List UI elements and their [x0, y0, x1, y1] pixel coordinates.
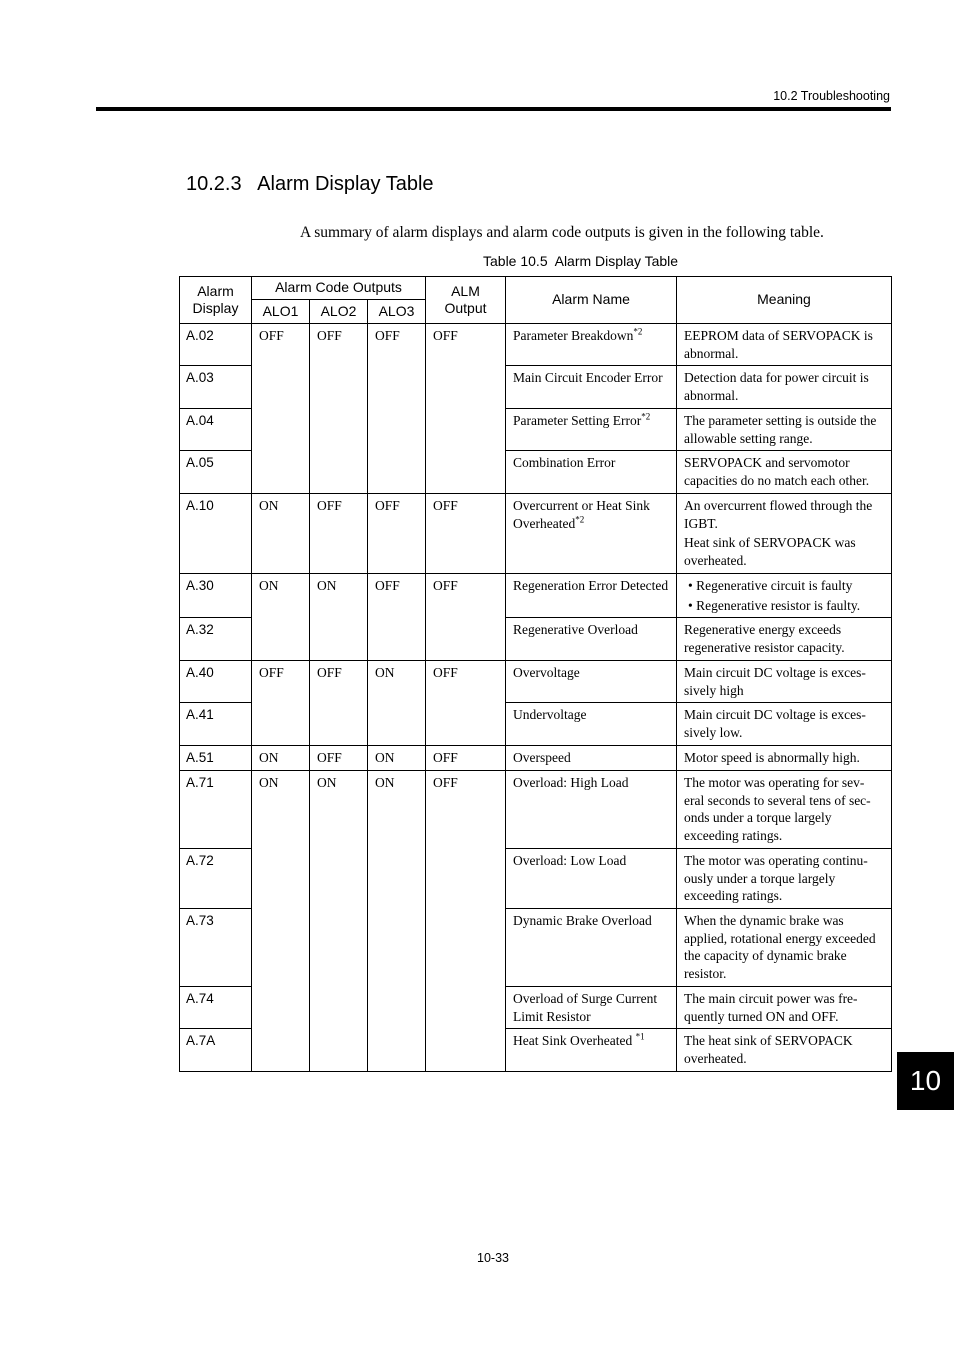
alarm-display-cell: A.74 — [180, 987, 252, 1029]
alo2-cell: OFF — [310, 746, 368, 771]
alo1-cell: ON — [252, 771, 310, 1072]
alo3-cell: OFF — [368, 574, 426, 661]
alarm-display-cell: A.51 — [180, 746, 252, 771]
alo2-cell: ON — [310, 574, 368, 661]
alarm-display-cell: A.30 — [180, 574, 252, 618]
alarm-display-cell: A.7A — [180, 1029, 252, 1072]
meaning-cell: SERVOPACK and servomotor capacities do no match each other. — [677, 451, 892, 494]
bullet-item: • Regenerative circuit is faulty — [688, 578, 853, 593]
alarm-name-text: Parameter Breakdown — [513, 328, 634, 343]
alo3-cell: ON — [368, 661, 426, 746]
alarm-name-cell: Dynamic Brake Overload — [506, 909, 677, 987]
alarm-name-cell: Overload: Low Load — [506, 849, 677, 909]
meaning-cell: The motor was operating continu-ously under a torque largely exceeding ratings. — [677, 849, 892, 909]
header-alarm-name: Alarm Name — [506, 277, 677, 324]
alo1-cell: ON — [252, 746, 310, 771]
header-alo1: ALO1 — [252, 300, 310, 324]
table-row — [180, 494, 892, 574]
alo1-cell: ON — [252, 574, 310, 661]
alarm-display-cell: A.04 — [180, 409, 252, 451]
alarm-name-cell: Regenerative Overload — [506, 618, 677, 661]
header-alo3: ALO3 — [368, 300, 426, 324]
alarm-name-cell: Overload of Surge Current Limit Resistor — [506, 987, 677, 1029]
meaning-cell: The main circuit power was fre-quently turned ON and OFF. — [677, 987, 892, 1029]
alarm-name-text: Heat Sink Overheated — [513, 1033, 636, 1048]
meaning-line: Heat sink of SERVOPACK was overheated. — [684, 535, 856, 568]
alarm-name-cell — [506, 409, 677, 451]
alo2-cell: ON — [310, 771, 368, 1072]
alo2-cell: OFF — [310, 494, 368, 574]
alarm-name-cell: Main Circuit Encoder Error — [506, 366, 677, 409]
table-row — [180, 324, 892, 366]
footnote-marker: *2 — [633, 326, 643, 337]
meaning-cell: When the dynamic brake was applied, rotational energy exceeded the capacity of dynamic brake resistor. — [677, 909, 892, 987]
alarm-name-text: Overcurrent or Heat Sink Overheated — [513, 498, 650, 531]
alm-output-cell: OFF — [426, 771, 506, 1072]
alo2-cell: OFF — [310, 661, 368, 746]
meaning-cell: The motor was operating for sev-eral seconds to several tens of sec-onds under a torque largely exceeding ratings. — [677, 771, 892, 849]
alarm-display-cell: A.02 — [180, 324, 252, 366]
alo3-cell: OFF — [368, 324, 426, 494]
alo3-cell: OFF — [368, 494, 426, 574]
alo3-cell: ON — [368, 771, 426, 1072]
alarm-display-cell: A.71 — [180, 771, 252, 849]
alo2-cell: OFF — [310, 324, 368, 494]
alo1-cell: OFF — [252, 324, 310, 494]
table-row — [180, 771, 892, 849]
meaning-cell: The parameter setting is outside the allowable setting range. — [677, 409, 892, 451]
header-alo2: ALO2 — [310, 300, 368, 324]
alarm-display-cell: A.41 — [180, 703, 252, 746]
alo1-cell: OFF — [252, 661, 310, 746]
meaning-cell: Main circuit DC voltage is exces-sively high — [677, 661, 892, 703]
alm-output-cell: OFF — [426, 746, 506, 771]
table-row — [180, 661, 892, 703]
meaning-cell: The heat sink of SERVOPACK overheated. — [677, 1029, 892, 1072]
section-title: 10.2.3 Alarm Display Table — [186, 173, 434, 195]
meaning-line: An overcurrent flowed through the IGBT. — [684, 498, 873, 531]
footnote-marker: *2 — [641, 411, 651, 422]
alarm-name-cell — [506, 324, 677, 366]
alarm-name-cell: Overload: High Load — [506, 771, 677, 849]
header-meaning: Meaning — [677, 277, 892, 324]
table-row — [180, 746, 892, 771]
meaning-cell: Detection data for power circuit is abnormal. — [677, 366, 892, 409]
alarm-display-cell: A.05 — [180, 451, 252, 494]
alarm-display-cell: A.72 — [180, 849, 252, 909]
meaning-cell: Motor speed is abnormally high. — [677, 746, 892, 771]
alarm-display-cell: A.03 — [180, 366, 252, 409]
meaning-cell: EEPROM data of SERVOPACK is abnormal. — [677, 324, 892, 366]
alarm-display-cell: A.10 — [180, 494, 252, 574]
meaning-cell — [677, 574, 892, 618]
meaning-cell — [677, 494, 892, 574]
alarm-name-text: Parameter Setting Error — [513, 413, 642, 428]
chapter-tab: 10 — [897, 1052, 954, 1110]
header-rule — [96, 107, 891, 111]
alarm-name-cell: Overvoltage — [506, 661, 677, 703]
running-head: 10.2 Troubleshooting — [773, 89, 890, 103]
alarm-name-cell: Combination Error — [506, 451, 677, 494]
alarm-display-cell: A.40 — [180, 661, 252, 703]
alarm-name-cell — [506, 1029, 677, 1072]
alarm-display-cell: A.73 — [180, 909, 252, 987]
table-row — [180, 574, 892, 618]
alm-output-cell: OFF — [426, 574, 506, 661]
alm-output-cell: OFF — [426, 494, 506, 574]
page-number: 10-33 — [477, 1251, 509, 1265]
footnote-marker: *1 — [635, 1031, 645, 1042]
meaning-cell: Regenerative energy exceeds regenerative resistor capacity. — [677, 618, 892, 661]
alm-output-cell: OFF — [426, 324, 506, 494]
meaning-cell: Main circuit DC voltage is exces-sively low. — [677, 703, 892, 746]
alarm-name-cell: Regeneration Error Detected — [506, 574, 677, 618]
alarm-name-cell — [506, 494, 677, 574]
header-alm-output: ALM Output — [426, 277, 506, 324]
header-alarm-display: Alarm Display — [180, 277, 252, 324]
footnote-marker: *2 — [575, 514, 585, 524]
alo1-cell: ON — [252, 494, 310, 574]
bullet-item: • Regenerative resistor is faulty. — [688, 597, 861, 613]
table-caption: Table 10.5 Alarm Display Table — [483, 253, 679, 269]
bullet-text: Regenerative circuit is faulty — [696, 578, 853, 593]
alarm-name-cell: Undervoltage — [506, 703, 677, 746]
alo3-cell: ON — [368, 746, 426, 771]
bullet-text: Regenerative resistor is faulty. — [696, 597, 861, 613]
alarm-name-cell: Overspeed — [506, 746, 677, 771]
alarm-display-cell: A.32 — [180, 618, 252, 661]
header-alarm-code-outputs: Alarm Code Outputs — [252, 277, 426, 300]
alm-output-cell: OFF — [426, 661, 506, 746]
alarm-display-table — [179, 276, 892, 1072]
intro-paragraph: A summary of alarm displays and alarm code outputs is given in the following table. — [300, 224, 824, 241]
